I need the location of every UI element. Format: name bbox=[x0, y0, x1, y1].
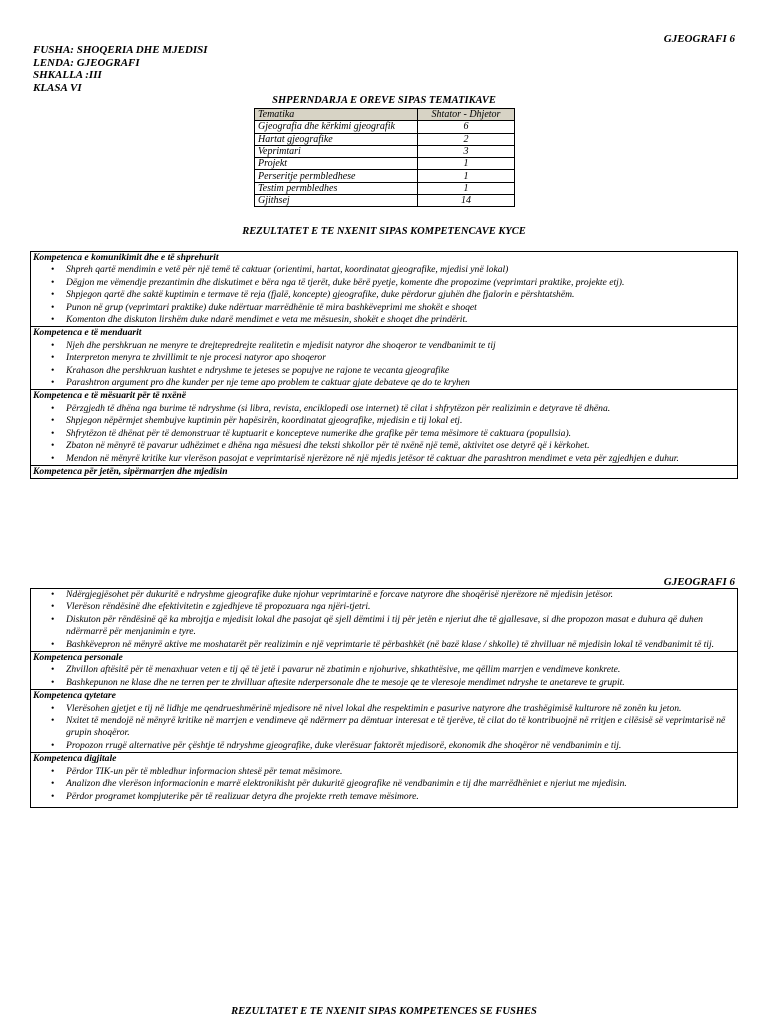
table-cell: Gjithsej bbox=[255, 195, 418, 207]
list-item: • Propozon rrugë alternative për çështje të ndryshme gjeografike, duke vlerësuar faktorët mjedisorë, ekonomik dhe shoqëror në vendbanimin e tij. bbox=[66, 740, 733, 752]
meta-subject: LENDA: GJEOGRAFI bbox=[33, 56, 140, 69]
table-row bbox=[255, 133, 515, 145]
page-header: GJEOGRAFI 6 bbox=[663, 33, 735, 45]
competence-box-page2 bbox=[30, 588, 738, 808]
table-cell: 1 bbox=[418, 170, 515, 182]
table-cell: Hartat gjeografike bbox=[255, 133, 418, 145]
list-item: • Bashkepunon ne klase dhe ne terren per te zhvilluar aftesite nderpersonale dhe te mesoje qe te vleresoje mendimet ndryshe te anetareve te grupit. bbox=[66, 677, 733, 689]
table-header-cell: Shtator - Dhjetor bbox=[418, 109, 515, 121]
list-item: • Interpreton menyra te zhvillimit te nje procesi natyror apo shoqeror bbox=[66, 352, 733, 364]
table-cell: 6 bbox=[418, 121, 515, 133]
results-title: REZULTATET E TE NXENIT SIPAS KOMPETENCAVE KYCE bbox=[242, 226, 526, 237]
table-row bbox=[255, 121, 515, 133]
competence-section bbox=[31, 651, 737, 689]
competence-section bbox=[31, 252, 737, 326]
competence-section bbox=[31, 689, 737, 752]
list-item: • Dëgjon me vëmendje prezantimin dhe diskutimet e bëra nga të tjerët, duke bërë pyetje, komente dhe propozime (veprimtari praktike, projekte etj). bbox=[66, 277, 733, 289]
footer-title: REZULTATET E TE NXENIT SIPAS KOMPETENCES SE FUSHES bbox=[231, 1006, 537, 1017]
table-cell: 3 bbox=[418, 145, 515, 157]
list-item: • Shpjegon nëpërmjet shembujve kuptimin për hapësirën, koordinatat gjeografike, mjedisin e tij lokal etj. bbox=[66, 415, 733, 427]
table-cell: Testim permbledhes bbox=[255, 182, 418, 194]
list-item: • Krahason dhe pershkruan kushtet e ndryshme te jeteses se popujve ne rajone te vecanta gjeografike bbox=[66, 365, 733, 377]
list-item: • Shpreh qartë mendimin e vetë për një temë të caktuar (orientimi, hartat, koordinatat gjeografike, mjedisi ynë lokal) bbox=[66, 264, 733, 276]
competence-section bbox=[31, 752, 737, 807]
bullet-list bbox=[31, 664, 737, 689]
table-row bbox=[255, 145, 515, 157]
table-cell: Perseritje permbledhese bbox=[255, 170, 418, 182]
table-row bbox=[255, 170, 515, 182]
bullet-list bbox=[31, 403, 737, 465]
bullet-list bbox=[31, 766, 737, 807]
table-row bbox=[255, 182, 515, 194]
list-item: • Përzgjedh të dhëna nga burime të ndryshme (si libra, revista, enciklopedi ose internet) të cilat i shfrytëzon për realizimin e detyrave të dhëna. bbox=[66, 403, 733, 415]
list-item: • Parashtron argument pro dhe kunder per nje teme apo problem te caktuar gjate debateve qe do te kryhen bbox=[66, 377, 733, 389]
list-item: • Përdor programet kompjuterike për të realizuar detyra dhe projekte rreth temave mësimore. bbox=[66, 791, 733, 803]
competence-section-continued bbox=[31, 589, 737, 651]
table-cell: 1 bbox=[418, 158, 515, 170]
table-row bbox=[255, 195, 515, 207]
document-meta bbox=[33, 44, 208, 94]
section-title: Kompetenca digjitale bbox=[33, 753, 117, 765]
list-item: • Komenton dhe diskuton lirshëm duke ndarë mendimet e veta me mësuesin, shokët e shoqet dhe prindërit. bbox=[66, 314, 733, 326]
table-cell: Projekt bbox=[255, 158, 418, 170]
bullet-list bbox=[31, 264, 737, 326]
bullet-list bbox=[31, 703, 737, 753]
list-item: • Zbaton në mënyrë të pavarur udhëzimet e dhëna nga mësuesi dhe teksti shkollor për të nxënë një temë, aktivitet ose detyrë që i kërkohet. bbox=[66, 440, 733, 452]
bullet-list bbox=[31, 589, 737, 651]
meta-class: KLASA VI bbox=[33, 81, 82, 94]
table-cell: 14 bbox=[418, 195, 515, 207]
table-cell: Gjeografia dhe kërkimi gjeografik bbox=[255, 121, 418, 133]
list-item: • Ndërgjegjësohet për dukuritë e ndryshme gjeografike duke njohur veprimtarinë e forcave natyrore dhe shoqërisë njerëzore në mjedisin jetësor. bbox=[66, 589, 733, 601]
list-item: • Vlerësohen gjetjet e tij në lidhje me qendrueshmërinë mjedisore në nivel lokal dhe respektimin e pasurive natyrore dhe trashëgimisë kulturore në zonën ku jeton. bbox=[66, 703, 733, 715]
list-item: • Analizon dhe vlerëson informacionin e marrë elektronikisht për dukuritë gjeografike në vendbanimin e tij dhe marrëdhëniet e njeriut me mjedisin. bbox=[66, 778, 733, 790]
table-title: SHPERNDARJA E OREVE SIPAS TEMATIKAVE bbox=[272, 95, 496, 106]
hours-table bbox=[254, 108, 515, 207]
competence-box-page1 bbox=[30, 251, 738, 479]
section-title: Kompetenca për jetën, sipërmarrjen dhe mjedisin bbox=[33, 465, 228, 477]
meta-level: SHKALLA :III bbox=[33, 69, 102, 81]
list-item: • Njeh dhe pershkruan ne menyre te drejtepredrejte realitetin e mjedisit natyror dhe shoqeror te vendbanimit te tij bbox=[66, 340, 733, 352]
table-header-cell: Tematika bbox=[255, 109, 418, 121]
list-item: • Bashkëvepron në mënyrë aktive me moshatarët për realizimin e një veprimtarie të përbashkët (në bazë klase / shkolle) të zhvilluar në mjedisin lokal të vendbanimit të tij. bbox=[66, 639, 733, 651]
section-title: Kompetenca e të mësuarit për të nxënë bbox=[33, 390, 186, 402]
table-header-row bbox=[255, 109, 515, 121]
table-cell: 2 bbox=[418, 133, 515, 145]
bullet-list bbox=[31, 340, 737, 390]
list-item: • Nxitet të mendojë në mënyrë kritike në marrjen e vendimeve që ndërmerr pa dëmtuar interesat e të tjerëve, të cilat do të kontribuojnë në rritjen e cilësisë së veprimtarisë në grupin shoqëror. bbox=[66, 715, 733, 740]
section-title: Kompetenca qytetare bbox=[33, 690, 116, 702]
table-row bbox=[255, 158, 515, 170]
list-item: • Shpjegon qartë dhe saktë kuptimin e termave të reja (fjalë, koncepte) gjeografike, duke përdorur gjuhën dhe fjalorin e përshtatshëm. bbox=[66, 289, 733, 301]
table-cell: Veprimtari bbox=[255, 145, 418, 157]
competence-section bbox=[31, 326, 737, 389]
list-item: • Punon në grup (veprimtari praktike) duke ndërtuar marrëdhënie të mira bashkëveprimi me shokët e shoqet bbox=[66, 302, 733, 314]
section-title: Kompetenca personale bbox=[33, 652, 123, 664]
table-cell: 1 bbox=[418, 182, 515, 194]
section-title: Kompetenca e komunikimit dhe e të shprehurit bbox=[33, 252, 219, 263]
list-item: • Vlerëson rëndësinë dhe efektivitetin e zgjedhjeve të propozuara nga njëri-tjetri. bbox=[66, 601, 733, 613]
meta-field: FUSHA: SHOQERIA DHE MJEDISI bbox=[33, 44, 208, 56]
list-item: • Shfrytëzon të dhënat për të demonstruar të kuptuarit e koncepteve numerike dhe grafike për tema mësimore të caktuara (popullsia). bbox=[66, 428, 733, 440]
section-title: Kompetenca e të menduarit bbox=[33, 327, 142, 339]
list-item: • Zhvillon aftësitë për të menaxhuar veten e tij që të jetë i pavarur në zbatimin e njohurive, shkathtësive, me qëllim marrjen e vendimeve konkrete. bbox=[66, 664, 733, 676]
list-item: • Diskuton për rëndësinë që ka mbrojtja e mjedisit lokal dhe pasojat që sjell dëmtimi i tij për jetën e njeriut dhe të gjallesave, si dhe propozon masat e duhura që duhen ndërmarrë për menjanimin e tyre. bbox=[66, 614, 733, 639]
list-item: • Përdor TIK-un për të mbledhur informacion shtesë për temat mësimore. bbox=[66, 766, 733, 778]
page-header: GJEOGRAFI 6 bbox=[663, 576, 735, 588]
list-item: • Mendon në mënyrë kritike kur vlerëson pasojat e veprimtarisë njerëzore në një mjedis jetësor të caktuar dhe parashtron mendimet e veta për zgjedhjen e duhur. bbox=[66, 453, 733, 465]
competence-section bbox=[31, 389, 737, 464]
competence-section bbox=[31, 465, 737, 478]
